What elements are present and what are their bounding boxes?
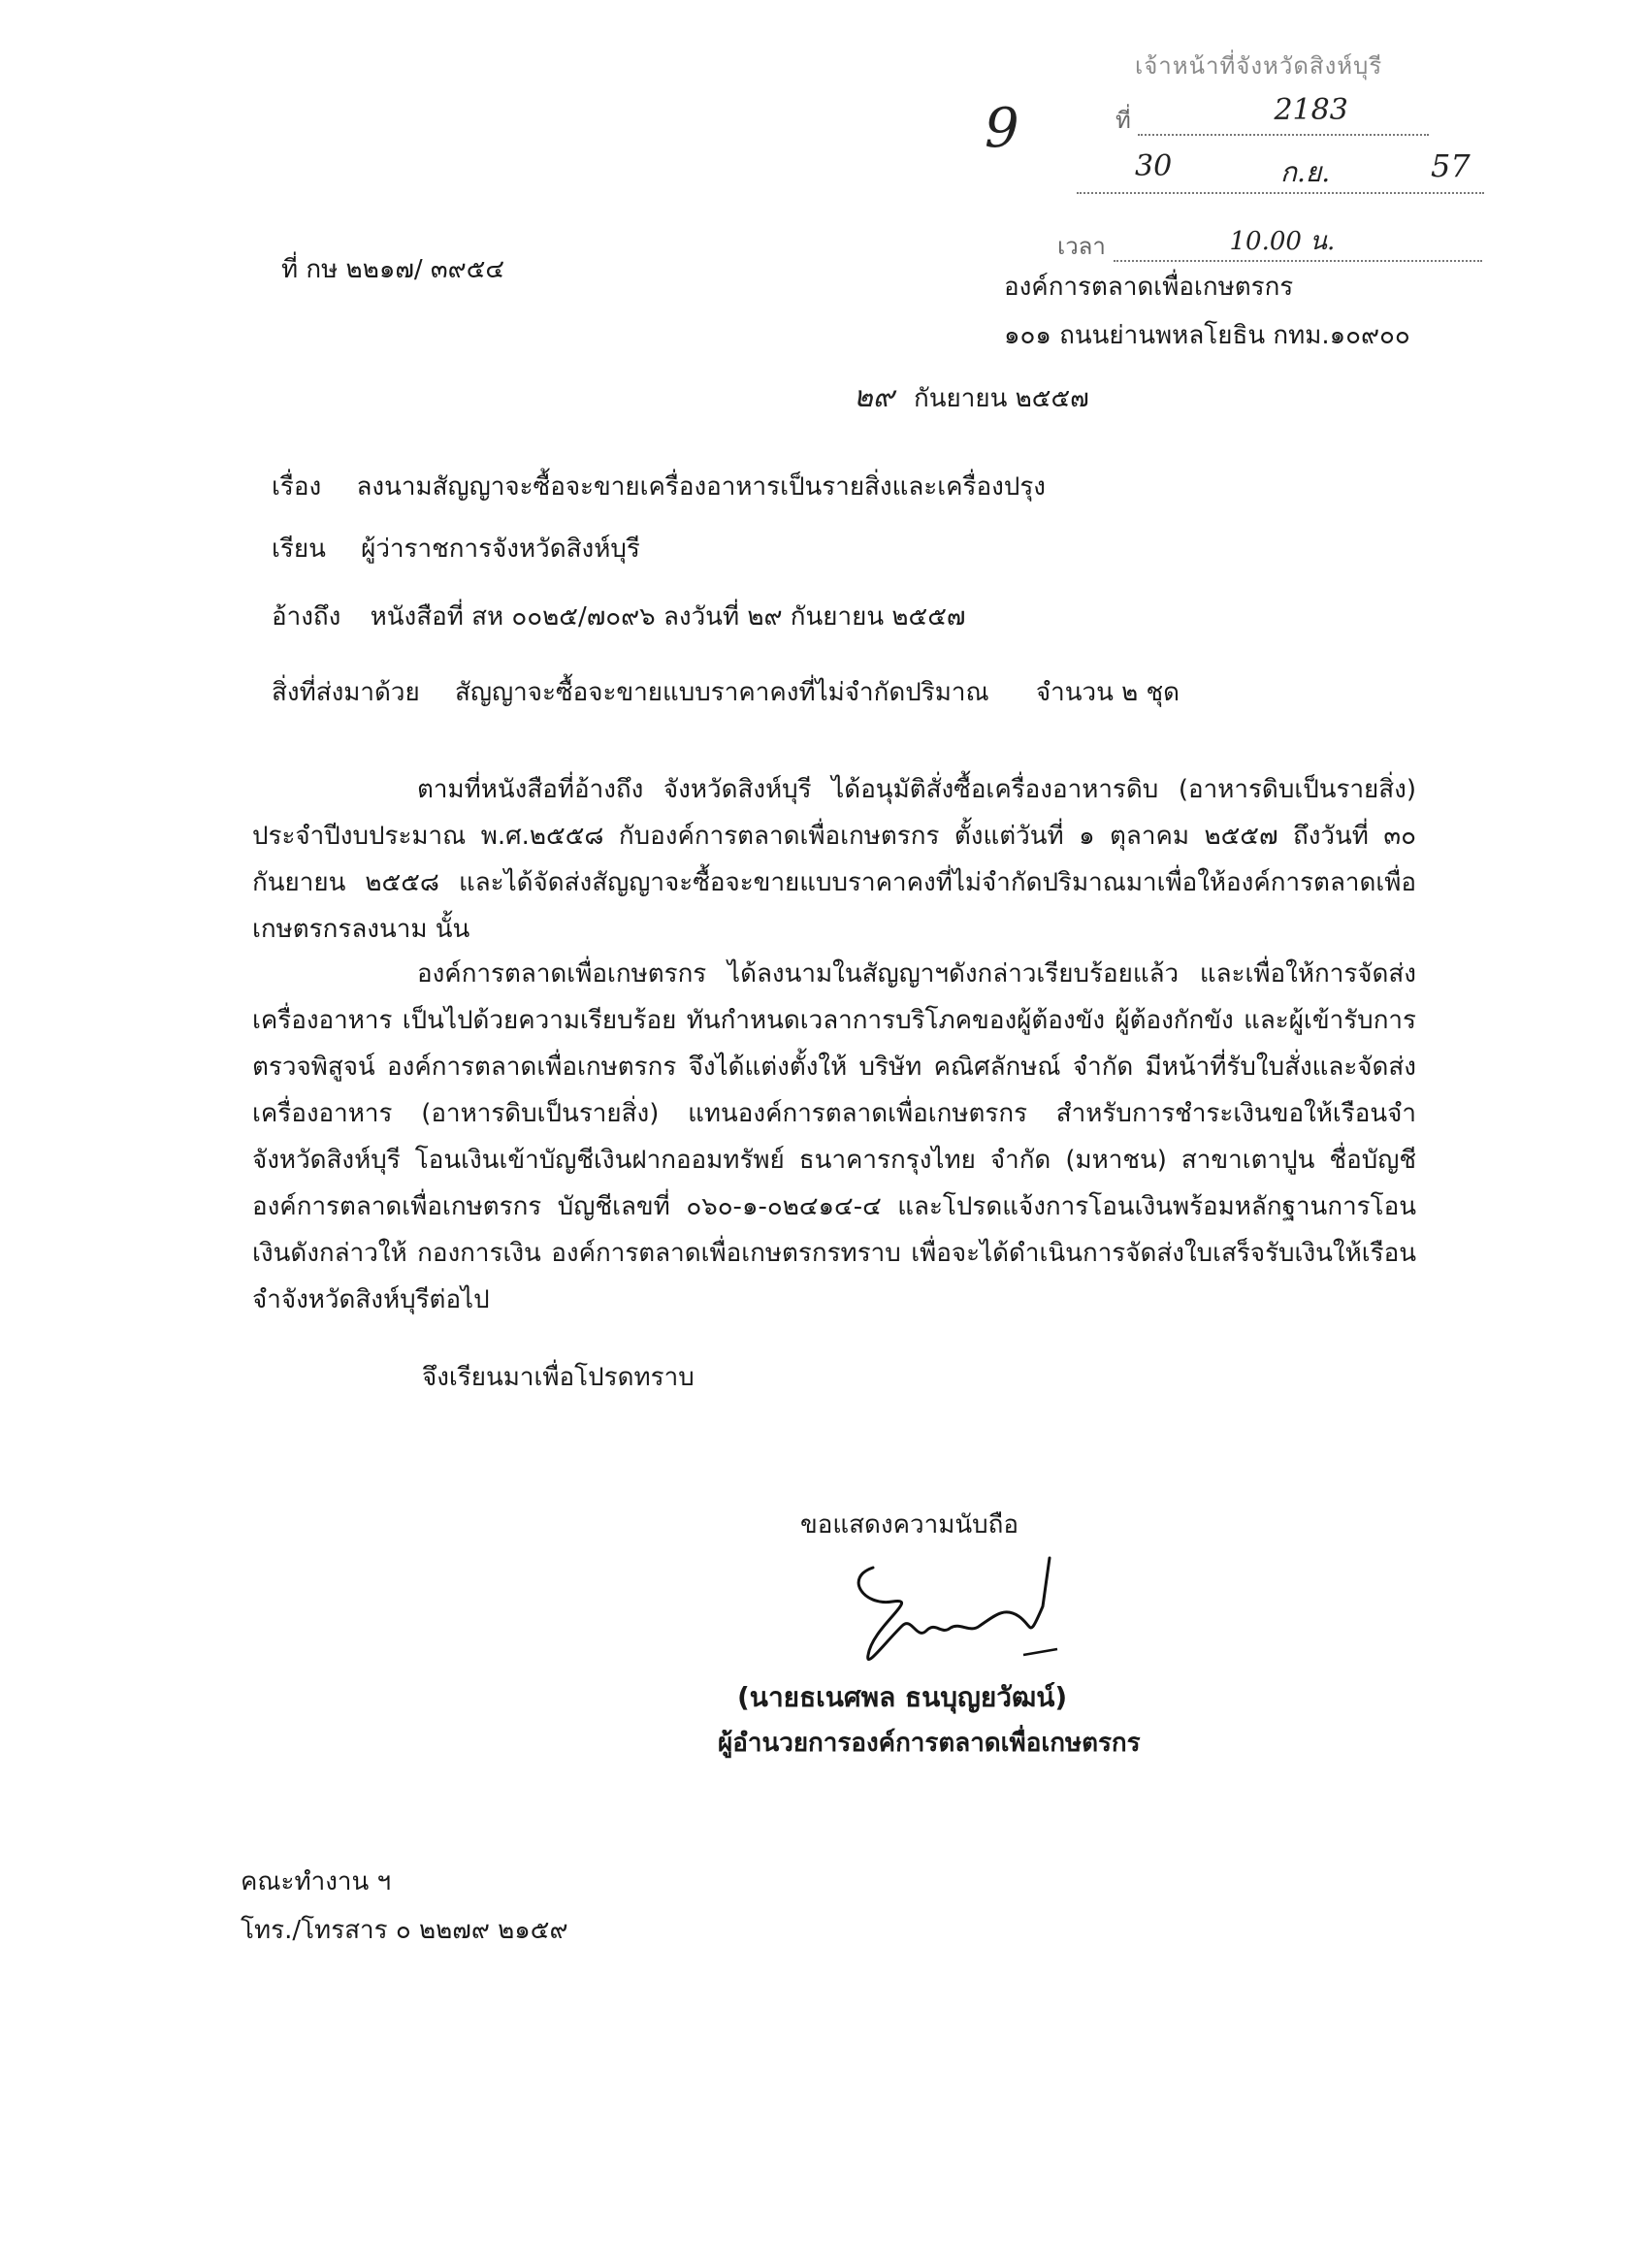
- subject-line: [272, 468, 1046, 506]
- subject-label: เรื่อง: [272, 472, 322, 502]
- sender-org: องค์การตลาดเพื่อเกษตรกร: [1004, 273, 1294, 302]
- closing-request: จึงเรียนมาเพื่อโปรดทราบ: [422, 1363, 695, 1392]
- stamp-time-label: เวลา: [1057, 233, 1106, 260]
- stamp-date-day: 30: [1135, 149, 1173, 183]
- signatory-name: (นายธเนศพล ธนบุญยวัฒน์): [737, 1681, 1068, 1713]
- handwritten-mark: 9: [985, 97, 1019, 160]
- body-paragraph-2: องค์การตลาดเพื่อเกษตรกร ได้ลงนามในสัญญาฯดังกล่าวเรียบร้อยแล้ว และเพื่อให้การจัดส่งเครื่องอาหาร เป็นไปด้วยความเรียบร้อย ทันกำหนดเวลาการบริโภคของผู้ต้องขัง ผู้ต้องกักขัง และผู้เข้ารับการตรวจพิสูจน์ องค์การตลาดเพื่อเกษตรกร จึงได้แต่งตั้งให้ บริษัท คณิศลักษณ์ จำกัด มีหน้าที่รับใบสั่งและจัดส่งเครื่องอาหาร (อาหารดิบเป็นรายสิ่ง) แทนองค์การตลาดเพื่อเกษตรกร สำหรับการชำระเงินขอให้เรือนจำจังหวัดสิงห์บุรี โอนเงินเข้าบัญชีเงินฝากออมทรัพย์ ธนาคารกรุงไทย จำกัด (มหาชน) สาขาเตาปูน ชื่อบัญชีองค์การตลาดเพื่อเกษตรกร บัญชีเลขที่ ๐๖๐-๑-๐๒๔๑๔-๔ และโปรดแจ้งการโอนเงินพร้อมหลักฐานการโอนเงินดังกล่าวให้ กองการเงิน องค์การตลาดเพื่อเกษตรกรทราบ เพื่อจะได้ดำเนินการจัดส่งใบเสร็จรับเงินให้เรือนจำจังหวัดสิงห์บุรีต่อไป: [252, 959, 1416, 1314]
- recipient-line: [272, 530, 640, 568]
- reference-label: อ้างถึง: [272, 602, 341, 632]
- stamp-number-value: 2183: [1274, 93, 1348, 127]
- subject-text: ลงนามสัญญาจะซื้อจะขายเครื่องอาหารเป็นรายสิ่งและเครื่องปรุง: [356, 472, 1046, 502]
- body-paragraph-1: ตามที่หนังสือที่อ้างถึง จังหวัดสิงห์บุรี ได้อนุมัติสั่งซื้อเครื่องอาหารดิบ (อาหารดิบเป็นรายสิ่ง) ประจำปีงบประมาณ พ.ศ.๒๕๕๘ กับองค์การตลาดเพื่อเกษตรกร ตั้งแต่วันที่ ๑ ตุลาคม ๒๕๕๗ ถึงวันที่ ๓๐ กันยายน ๒๕๕๘ และได้จัดส่งสัญญาจะซื้อจะขายแบบราคาคงที่ไม่จำกัดปริมาณมาเพื่อให้องค์การตลาดเพื่อเกษตรกรลงนาม นั้น: [252, 775, 1416, 944]
- enclosure-label: สิ่งที่ส่งมาด้วย: [272, 678, 420, 707]
- closing: ขอแสดงความนับถือ: [800, 1510, 1018, 1539]
- stamp-date-year: 57: [1431, 147, 1471, 184]
- recipient-label: เรียน: [272, 535, 326, 564]
- sender-address: ๑๐๑ ถนนย่านพหลโยธิน กทม.๑๐๙๐๐: [1004, 321, 1410, 350]
- signatory-title: ผู้อำนวยการองค์การตลาดเพื่อเกษตรกร: [718, 1729, 1141, 1758]
- date-day: ๒๙: [854, 380, 894, 414]
- stamp-date-month: ก.ย.: [1280, 156, 1331, 188]
- enclosure-quantity: จำนวน ๒ ชุด: [1035, 678, 1180, 707]
- stamp-date-row: [1077, 147, 1484, 194]
- document-reference-number: ที่ กษ ๒๒๑๗/ ๓๙๕๔: [281, 255, 505, 284]
- stamp-time-value: 10.00 น.: [1229, 227, 1336, 256]
- enclosure-text: สัญญาจะซื้อจะขายแบบราคาคงที่ไม่จำกัดปริมาณ: [455, 678, 989, 707]
- document-date: [854, 378, 1089, 418]
- reference-line: [272, 598, 965, 636]
- recipient-text: ผู้ว่าราชการจังหวัดสิงห์บุรี: [361, 535, 640, 564]
- footer-phone: โทร./โทรสาร ๐ ๒๒๗๙ ๒๑๕๙: [241, 1916, 568, 1945]
- reference-text: หนังสือที่ สห ๐๐๒๕/๗๐๙๖ ลงวันที่ ๒๙ กันยายน ๒๕๕๗: [370, 602, 966, 632]
- stamp-number-label: ที่: [1116, 107, 1131, 134]
- stamp-header: เจ้าหน้าที่จังหวัดสิงห์บุรี: [1135, 52, 1383, 80]
- enclosure-line: [272, 673, 1180, 712]
- signature: [834, 1548, 1067, 1674]
- footer-department: คณะทำงาน ฯ: [241, 1867, 392, 1896]
- receipt-stamp: [1057, 39, 1523, 281]
- stamp-time-row: [1057, 227, 1482, 265]
- stamp-number-row: [1116, 93, 1429, 139]
- date-month-year: กันยายน ๒๕๕๗: [914, 384, 1089, 413]
